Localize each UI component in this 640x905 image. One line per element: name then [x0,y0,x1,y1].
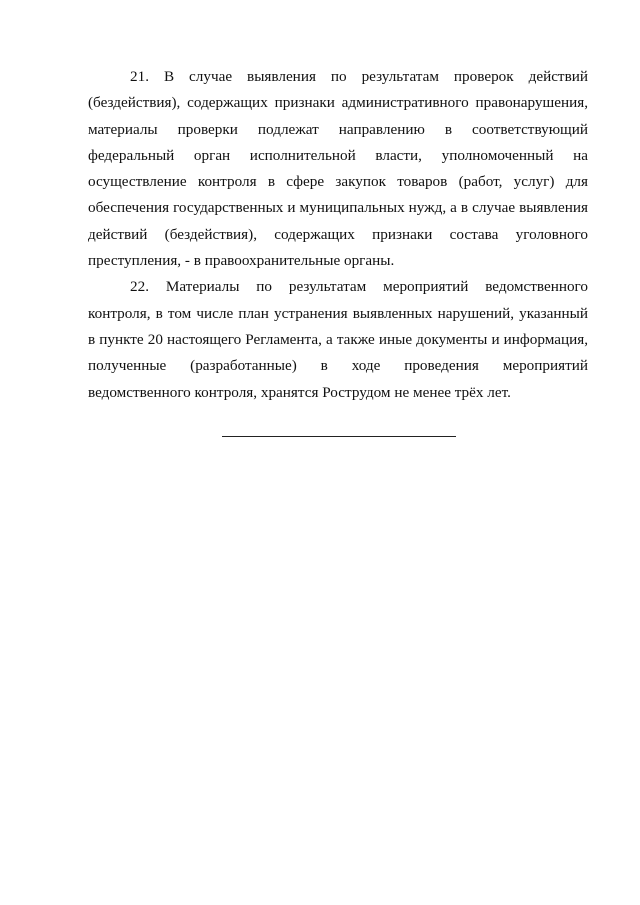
end-of-document-line [222,436,456,437]
paragraph-21: 21. В случае выявления по результатам проверок действий (бездействия), содержащих признаки административного правонарушения, материалы проверки подлежат направлению в соответствующий федеральный орган исполнительной власти, уполномоченный на осуществление контроля в сфере закупок товаров (работ, услуг) для обеспечения государственных и муниципальных нужд, а в случае выявления действий (бездействия), содержащих признаки состава уголовного преступления, - в правоохранительные органы. [88,68,588,270]
paragraph-22: 22. Материалы по результатам мероприятий ведомственного контроля, в том числе план устранения выявленных нарушений, указанный в пункте 20 настоящего Регламента, а также иные документы и информация, полученные (разработанные) в ходе проведения мероприятий ведомственного контроля, хранятся Рострудом не менее трёх лет. [88,278,588,401]
document-body [88,64,588,406]
